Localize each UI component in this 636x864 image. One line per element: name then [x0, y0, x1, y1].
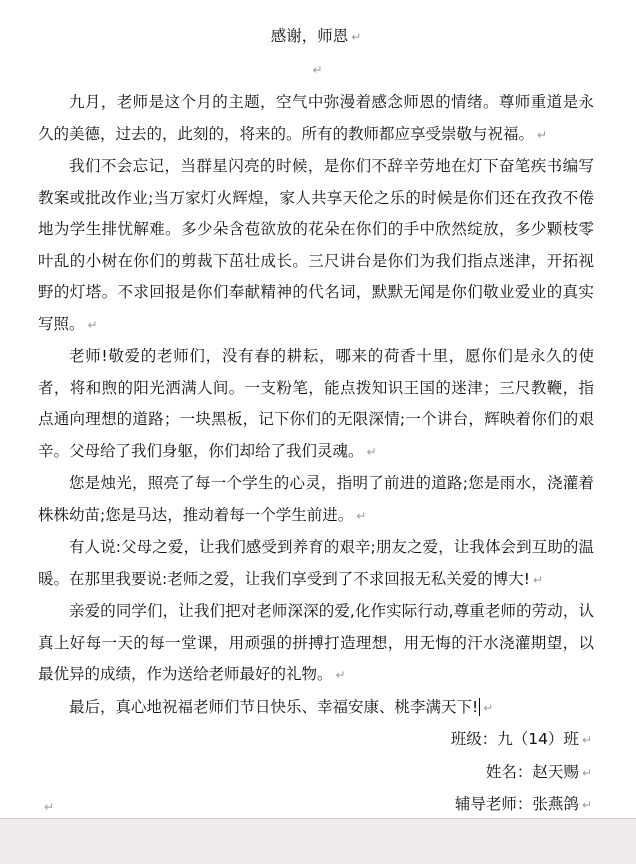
paragraph-mark-icon: ↵ — [312, 63, 323, 77]
document-body[interactable] — [38, 22, 594, 822]
paragraph-mark-icon: ↵ — [87, 317, 98, 332]
empty-line — [38, 51, 594, 87]
document-title — [38, 22, 594, 51]
page-gap-area — [0, 818, 636, 864]
paragraph-text: 老师!敬爱的老师们，没有春的耕耘，哪来的荷香十里，愿你们是永久的使者，将和煦的阳光洒满人间。一支粉笔，能点拨知识王国的迷津；三尺教鞭，指点通向理想的道路；一块黑板，记下你们的无限深情;一个讲台，辉映着你们的艰辛。父母给了我们身躯，你们却给了我们灵魂。 — [38, 347, 594, 460]
paragraph-mark-icon: ↵ — [356, 508, 367, 523]
paragraph-mark-icon: ↵ — [44, 800, 55, 814]
paragraph-4 — [38, 468, 594, 532]
paragraph-text: 您是烛光，照亮了每一个学生的心灵，指明了前进的道路;您是雨水，浇灌着株株幼苗;您是马达，推动着每一个学生前进。 — [38, 474, 594, 524]
paragraph-text: 最后，真心地祝福老师们节日快乐、幸福安康、桃李满天下! — [69, 697, 479, 716]
paragraph-mark-icon: ↵ — [335, 668, 346, 682]
signature-advisor — [38, 789, 594, 822]
paragraph-2 — [38, 151, 594, 341]
paragraph-text: 我们不会忘记，当群星闪亮的时候，是你们不辞辛劳地在灯下奋笔疾书编写教案或批改作业;当万家灯火辉煌，家人共享天伦之乐的时候是你们还在孜孜不倦地为学生排忧解难。多少朵含苞欲放的花朵在你们的手中欣然绽放，多少颗枝零叶乱的小树在你们的剪裁下茁壮成长。三尺讲台是你们为我们指点迷津，开拓视野的灯塔。不求回报是你们奉献精神的代名词，默默无闻是你们敬业爱业的真实写照。 — [38, 157, 594, 333]
paragraph-mark-icon: ↵ — [581, 765, 592, 780]
paragraph-7 — [38, 692, 594, 725]
paragraph-mark-icon: ↵ — [351, 30, 362, 44]
paragraph-mark-icon: ↵ — [537, 127, 548, 142]
paragraph-mark-icon: ↵ — [483, 700, 494, 715]
signature-name — [38, 757, 594, 790]
paragraph-mark-icon: ↵ — [532, 572, 544, 587]
paragraph-3 — [38, 341, 594, 468]
text-cursor — [479, 698, 480, 716]
title-text: 感谢，师恩 — [270, 27, 349, 45]
signature-name-text: 姓名：赵天赐 — [485, 762, 579, 781]
paragraph-text: 有人说:父母之爱，让我们感受到养育的艰辛;朋友之爱，让我体会到互助的温暖。在那里我要说:老师之爱，让我们享受到了不求回报无私关爱的博大! — [38, 538, 594, 588]
paragraph-text: 亲爱的同学们，让我们把对老师深深的爱,化作实际行动,尊重老师的劳动，认真上好每一天的每一堂课，用顽强的拼搏打造理想，用无悔的汗水浇灌期望，以最优异的成绩，作为送给老师最好的礼物。 — [38, 602, 594, 683]
paragraph-mark-icon: ↵ — [581, 733, 592, 747]
paragraph-text: 九月，老师是这个月的主题，空气中弥漫着感念师恩的情绪。尊师重道是永久的美德，过去的，此刻的，将来的。所有的教师都应享受崇敬与祝福。 — [38, 93, 594, 143]
paragraph-mark-icon: ↵ — [581, 798, 592, 812]
signature-class — [38, 724, 594, 757]
paragraph-1 — [38, 87, 594, 151]
paragraph-5 — [38, 532, 594, 596]
paragraph-mark-icon: ↵ — [366, 444, 377, 459]
paragraph-6 — [38, 596, 594, 692]
signature-class-text: 班级：九（14）班 — [450, 730, 579, 748]
signature-advisor-text: 辅导老师：张燕鸽 — [454, 795, 579, 813]
